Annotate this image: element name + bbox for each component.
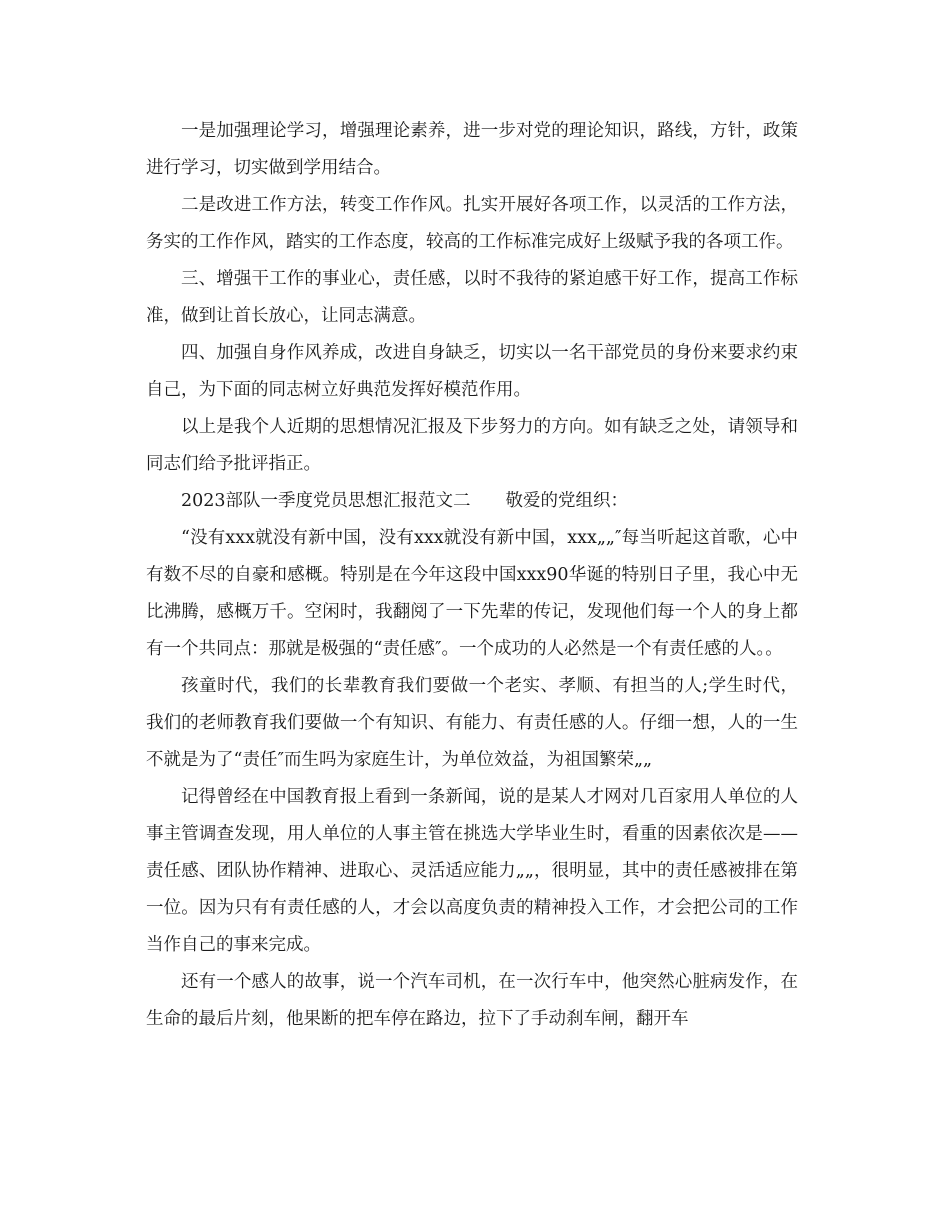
section-heading: 2023部队一季度党员思想汇报范文二 敬爱的党组织： bbox=[181, 491, 629, 511]
paragraph-5: 以上是我个人近期的思想情况汇报及下步努力的方向。如有缺乏之处，请领导和同志们给予批评指正。 bbox=[146, 417, 798, 474]
paragraph-7: 孩童时代，我们的长辈教育我们要做一个老实、孝顺、有担当的人;学生时代，我们的老师教育我们要做一个有知识、有能力、有责任感的人。仔细一想，人的一生不就是为了“责任″而生吗为家庭生计，为单位效益，为祖国繁荣„„ bbox=[146, 676, 798, 770]
paragraph-2: 二是改进工作方法，转变工作作风。扎实开展好各项工作，以灵活的工作方法，务实的工作作风，踏实的工作态度，较高的工作标准完成好上级赋予我的各项工作。 bbox=[146, 195, 798, 252]
paragraph-9: 还有一个感人的故事，说一个汽车司机，在一次行车中，他突然心脏病发作，在生命的最后片刻，他果断的把车停在路边，拉下了手动刹车闸，翻开车 bbox=[146, 972, 798, 1029]
paragraph-3: 三、增强干工作的事业心，责任感，以时不我待的紧迫感干好工作，提高工作标准，做到让首长放心，让同志满意。 bbox=[146, 269, 798, 326]
paragraph-8: 记得曾经在中国教育报上看到一条新闻，说的是某人才网对几百家用人单位的人事主管调查发现，用人单位的人事主管在挑选大学毕业生时，看重的因素依次是——责任感、团队协作精神、进取心、灵活适应能力„„，很明显，其中的责任感被排在第一位。因为只有有责任感的人，才会以高度负责的精神投入工作，才会把公司的工作当作自己的事来完成。 bbox=[146, 787, 798, 955]
paragraph-4: 四、加强自身作风养成，改进自身缺乏，切实以一名干部党员的身份来要求约束自己，为下面的同志树立好典范发挥好模范作用。 bbox=[146, 343, 798, 400]
paragraph-1: 一是加强理论学习，增强理论素养，进一步对党的理论知识，路线，方针，政策进行学习，切实做到学用结合。 bbox=[146, 121, 798, 178]
document-body bbox=[146, 113, 798, 1038]
paragraph-6: “没有xxx就没有新中国，没有xxx就没有新中国，xxx„„″每当听起这首歌，心中有数不尽的自豪和感概。特别是在今年这段中国xxx90华诞的特别日子里，我心中无比沸腾，感概万千。空闲时，我翻阅了一下先辈的传记，发现他们每一个人的身上都有一个共同点：那就是极强的“责任感″。一个成功的人必然是一个有责任感的人。。 bbox=[146, 528, 798, 659]
